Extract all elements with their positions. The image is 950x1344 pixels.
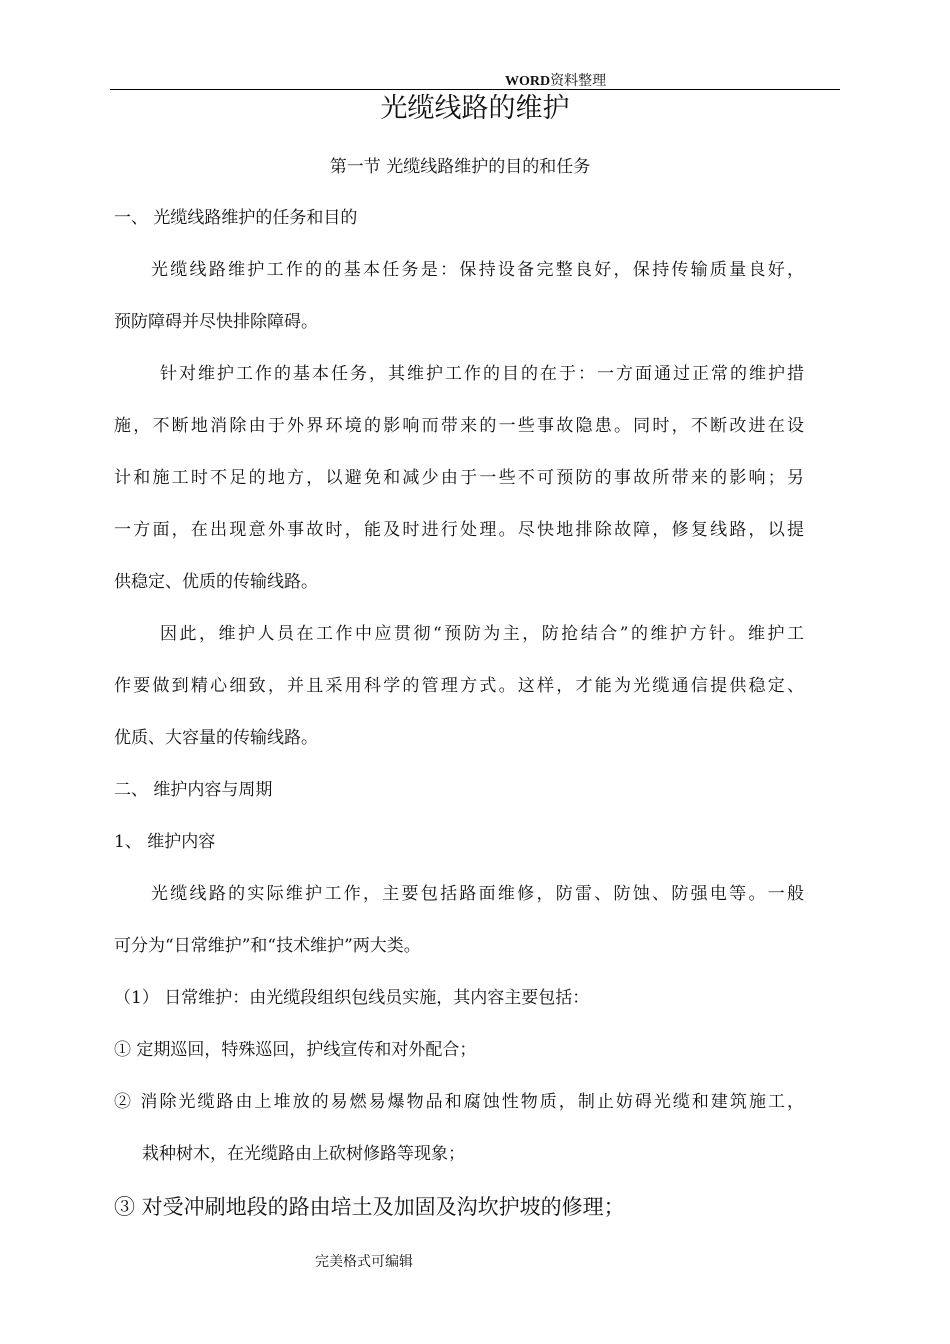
paragraph-line: 施，不断地消除由于外界环境的影响而带来的一些事故隐患。同时，不断改进在设	[114, 416, 804, 436]
paragraph-line: 优质、大容量的传输线路。	[114, 728, 318, 748]
list-item: ② 消除光缆路由上堆放的易燃易爆物品和腐蚀性物质，制止妨碍光缆和建筑施工，	[114, 1092, 804, 1112]
paragraph-line: 预防障碍并尽快排除障碍。	[114, 312, 318, 332]
paragraph-line: 供稳定、优质的传输线路。	[114, 572, 318, 592]
document-title: 光缆线路的维护	[380, 93, 570, 124]
section-title: 第一节 光缆线路维护的目的和任务	[329, 157, 591, 177]
list-item: ③ 对受冲刷地段的路由培土及加固及沟坎护坡的修理；	[114, 1195, 625, 1219]
list-item: ① 定期巡回，特殊巡回，护线宣传和对外配合；	[114, 1040, 477, 1060]
paragraph-line: 可分为“日常维护”和“技术维护”两大类。	[114, 936, 421, 956]
page-footer: 完美格式可编辑	[315, 1254, 413, 1270]
header-label	[505, 70, 606, 90]
subheading-daily-maintenance: （1） 日常维护：由光缆段组织包线员实施，其内容主要包括：	[114, 988, 590, 1008]
paragraph-line: 作要做到精心细致，并且采用科学的管理方式。这样，才能为光缆通信提供稳定、	[114, 676, 804, 696]
heading-1: 一、 光缆线路维护的任务和目的	[114, 208, 358, 228]
paragraph-line: 一方面，在出现意外事故时，能及时进行处理。尽快地排除故障，修复线路，以提	[114, 520, 804, 540]
heading-2: 二、 维护内容与周期	[114, 780, 273, 800]
header-text: 资料整理	[550, 73, 607, 89]
paragraph-line: 计和施工时不足的地方，以避免和减少由于一些不可预防的事故所带来的影响；另	[114, 468, 804, 488]
header-divider	[110, 89, 840, 90]
header-brand: WORD	[505, 74, 551, 89]
paragraph-line: 光缆线路维护工作的的基本任务是：保持设备完整良好，保持传输质量良好，	[151, 260, 804, 280]
paragraph-line: 因此，维护人员在工作中应贯彻“预防为主，防抢结合”的维护方针。维护工	[160, 624, 804, 644]
list-item-continuation: 栽种树木，在光缆路由上砍树修路等现象；	[142, 1144, 465, 1164]
heading-2-1: 1、 维护内容	[114, 832, 216, 852]
paragraph-line: 针对维护工作的基本任务，其维护工作的目的在于：一方面通过正常的维护措	[160, 364, 804, 384]
paragraph-line: 光缆线路的实际维护工作，主要包括路面维修，防雷、防蚀、防强电等。一般	[151, 884, 804, 904]
